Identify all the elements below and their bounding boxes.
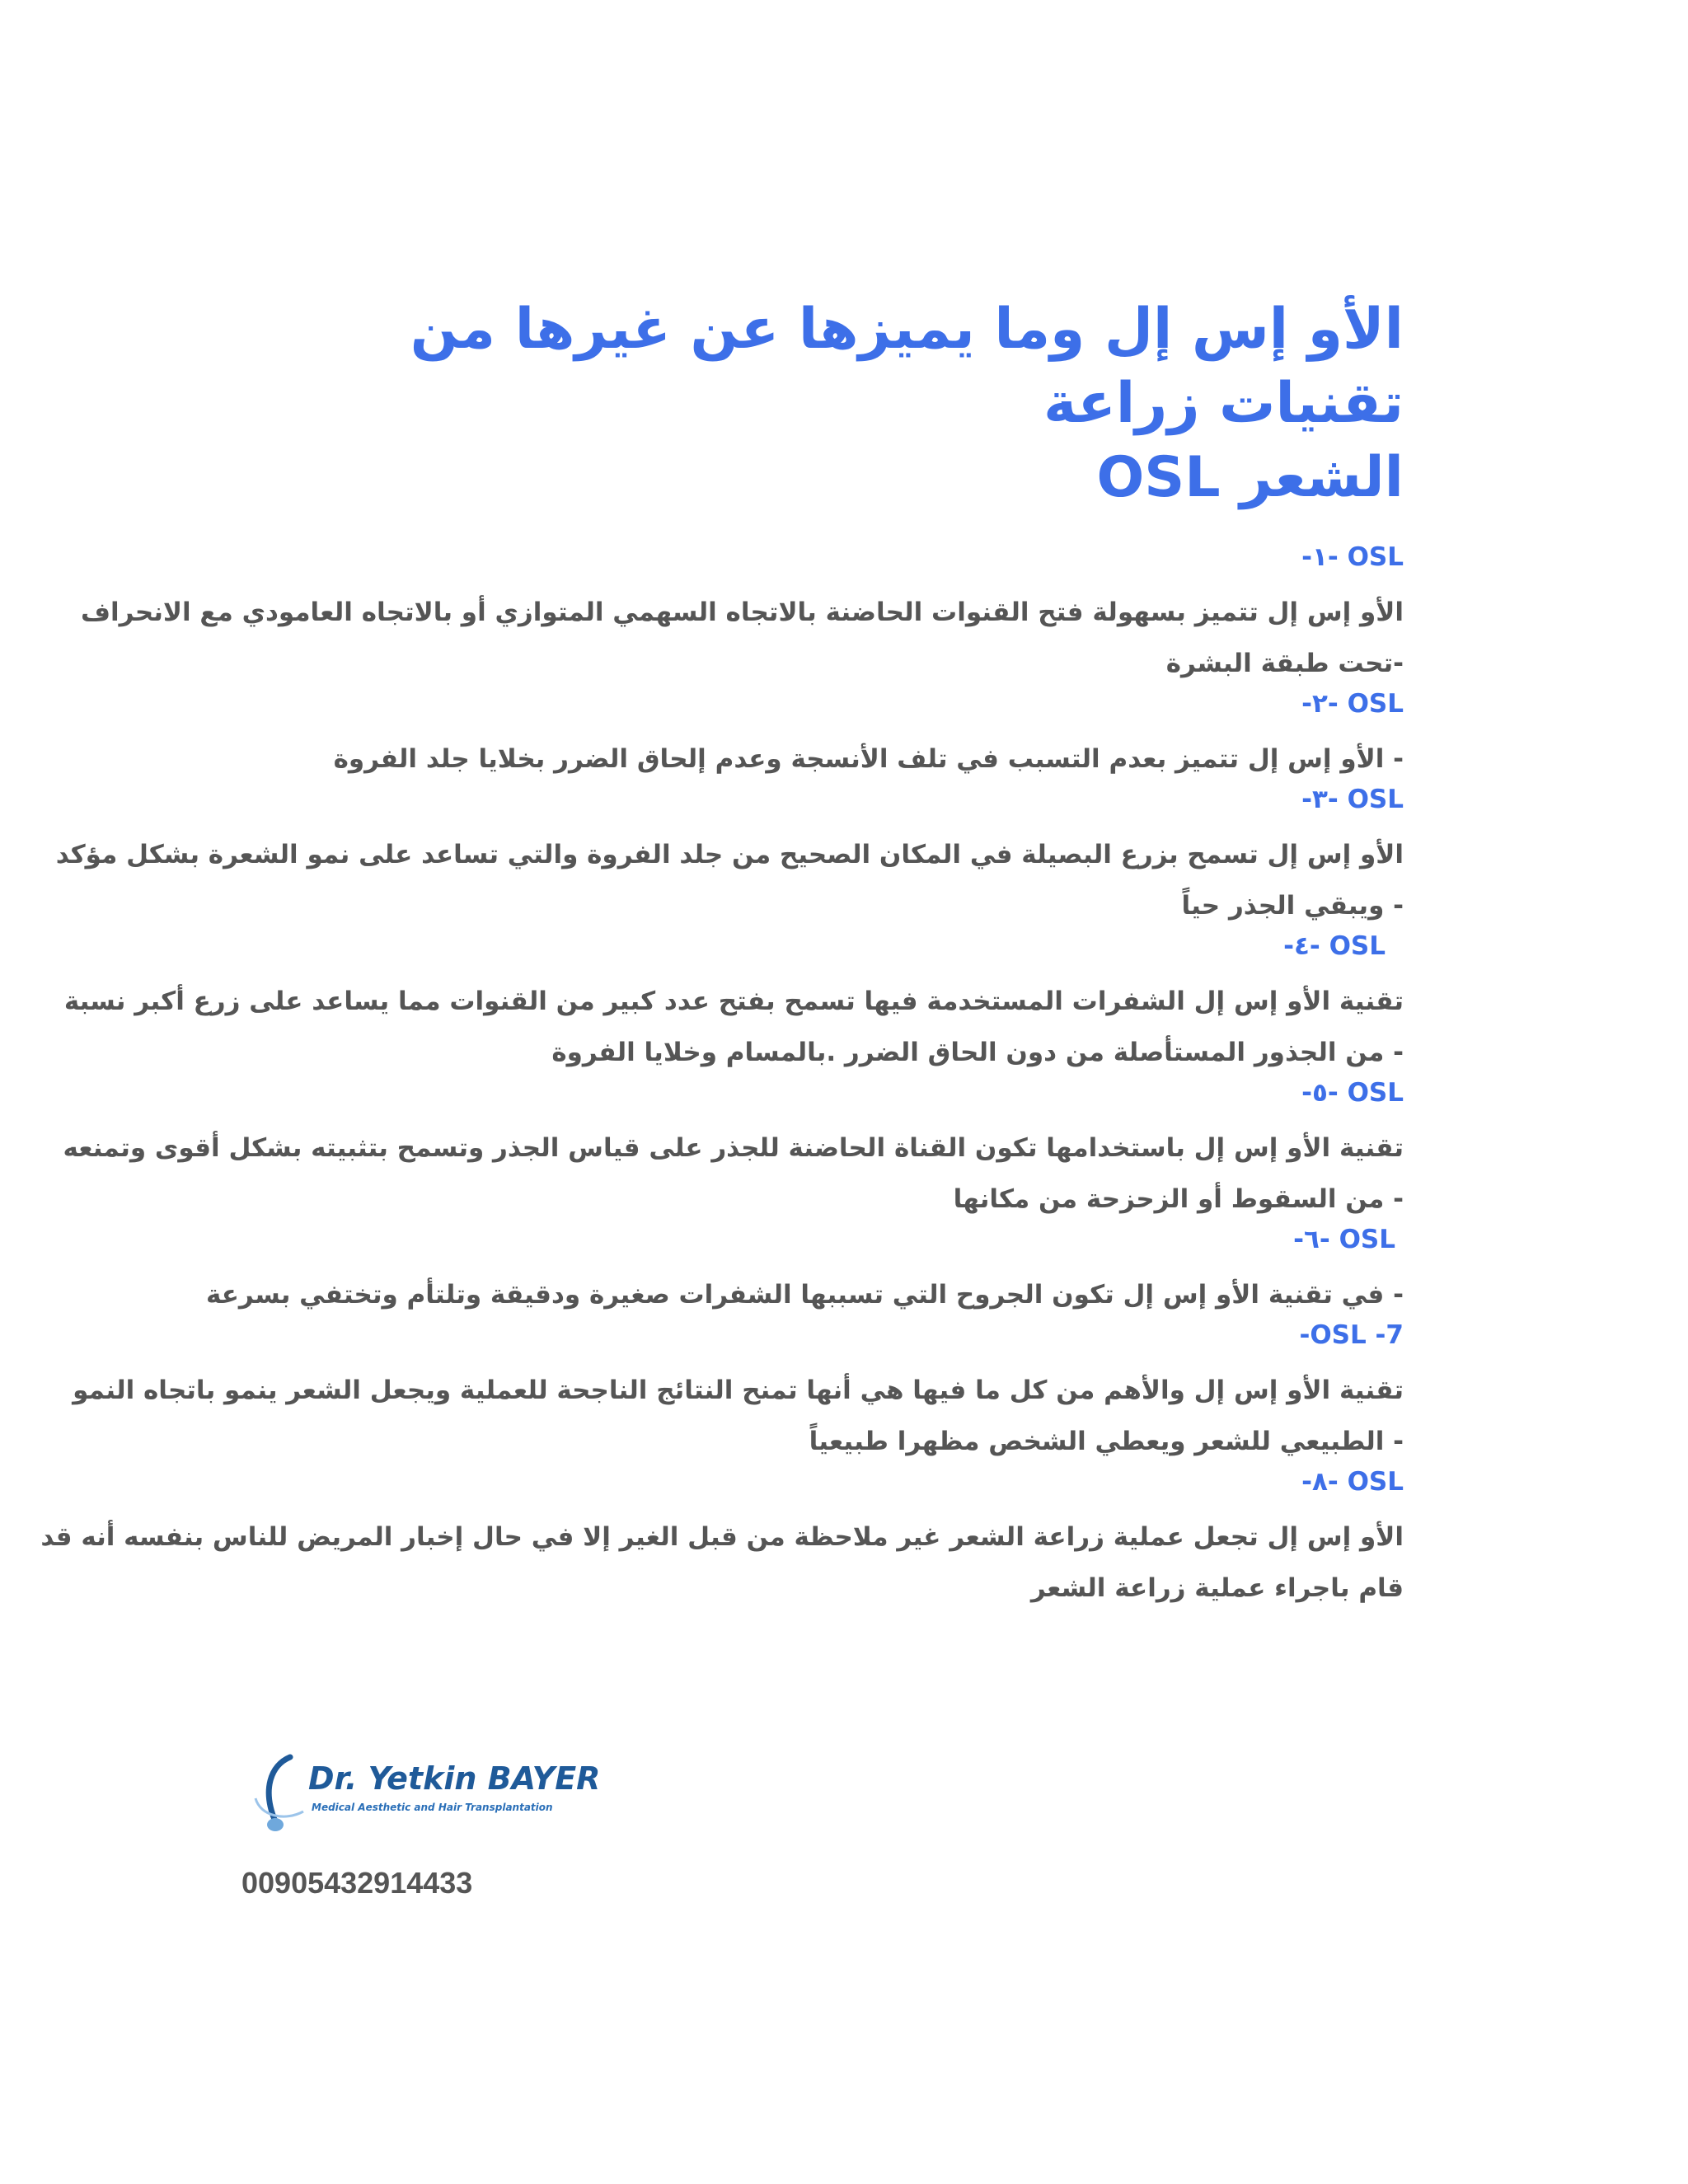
text-line: الأو إس إل تجعل عملية زراعة الشعر غير ملاحظة من قبل الغير إلا في حال إخبار المريض للناس بنفسه أنه قد bbox=[40, 1522, 1404, 1553]
section-heading: OSL -٢- bbox=[1301, 689, 1404, 719]
text-line: - من الجذور المستأصلة من دون الحاق الضرر .بالمسام وخلايا الفروة bbox=[551, 1038, 1404, 1068]
phone-number: 00905432914433 bbox=[241, 1866, 473, 1900]
section-text bbox=[55, 829, 1404, 931]
section-3 bbox=[55, 785, 1404, 931]
logo-tagline: Medical Aesthetic and Hair Transplantation bbox=[312, 1802, 553, 1813]
clinic-logo bbox=[239, 1747, 601, 1838]
section-5 bbox=[63, 1078, 1404, 1225]
section-heading: OSL -٦- bbox=[1293, 1225, 1395, 1255]
section-text bbox=[63, 976, 1404, 1078]
title-line-1: الأو إس إل وما يميزها عن غيرها من تقنيات زراعة bbox=[410, 297, 1404, 436]
section-7 bbox=[73, 1320, 1404, 1467]
section-2 bbox=[262, 689, 1404, 785]
document-title bbox=[262, 293, 1404, 514]
section-text bbox=[205, 1269, 1404, 1320]
section-heading: OSL -٣- bbox=[1301, 785, 1404, 815]
text-line: -تحت طبقة البشرة bbox=[1165, 649, 1404, 679]
section-heading: OSL -٤- bbox=[1283, 931, 1386, 962]
section-heading: OSL -7- bbox=[1299, 1320, 1404, 1351]
text-line: تقنية الأو إس إل الشفرات المستخدمة فيها تسمح بفتح عدد كبير من القنوات مما يساعد على زرع أكبر نسبة bbox=[63, 987, 1404, 1017]
section-text bbox=[63, 1122, 1404, 1225]
title-line-2: الشعر OSL bbox=[1096, 444, 1404, 510]
section-6 bbox=[205, 1225, 1404, 1320]
text-line: تقنية الأو إس إل والأهم من كل ما فيها هي أنها تمنح النتائج الناجحة للعملية ويجعل الشعر ينمو باتجاه النمو bbox=[73, 1376, 1404, 1406]
text-line: الأو إس إل تسمح بزرع البصيلة في المكان الصحيح من جلد الفروة والتي تساعد على نمو الشعرة بشكل مؤكد bbox=[55, 840, 1404, 870]
section-text bbox=[81, 587, 1404, 689]
text-line: الأو إس إل تتميز بسهولة فتح القنوات الحاضنة بالاتجاه السهمي المتوازي أو بالاتجاه العامودي مع الانحراف bbox=[81, 598, 1404, 628]
section-1 bbox=[81, 542, 1404, 689]
document-body bbox=[40, 293, 1404, 1614]
section-heading: OSL -٨- bbox=[1301, 1467, 1404, 1497]
text-line: - من السقوط أو الزحزحة من مكانها bbox=[953, 1184, 1404, 1215]
text-line: - في تقنية الأو إس إل تكون الجروح التي تسببها الشفرات صغيرة ودقيقة وتلتأم وتختفي بسرعة bbox=[205, 1280, 1404, 1310]
text-line: - الطبيعي للشعر ويعطي الشخص مظهرا طبيعياً bbox=[809, 1427, 1404, 1457]
text-line: - ويبقي الجذر حياً bbox=[1181, 891, 1404, 921]
section-4 bbox=[63, 931, 1404, 1078]
section-text bbox=[40, 1511, 1404, 1614]
text-line: - الأو إس إل تتميز بعدم التسبب في تلف الأنسجة وعدم إلحاق الضرر بخلايا جلد الفروة bbox=[333, 744, 1404, 775]
section-text bbox=[262, 733, 1404, 785]
section-8 bbox=[40, 1467, 1404, 1614]
section-heading: OSL -١- bbox=[1301, 542, 1404, 573]
section-heading: OSL -٥- bbox=[1301, 1078, 1404, 1108]
text-line: قام باجراء عملية زراعة الشعر bbox=[1030, 1573, 1404, 1604]
section-text bbox=[73, 1365, 1404, 1467]
text-line: تقنية الأو إس إل باستخدامها تكون القناة الحاضنة للجذر على قياس الجذر وتسمح بتثبيته بشكل أقوى وتمنعه bbox=[63, 1133, 1404, 1164]
logo-brand: Dr. Yetkin BAYER bbox=[308, 1760, 601, 1797]
